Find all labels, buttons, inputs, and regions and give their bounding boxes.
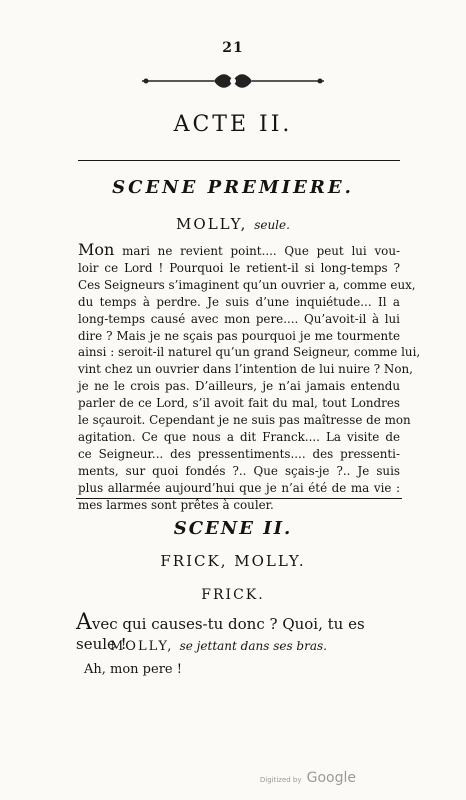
page-number: 21	[222, 40, 244, 56]
stage-direction: se jettant dans ses bras.	[179, 639, 327, 653]
text-line: dire ? Mais je ne sçais pas pourquoi je me tourmente	[78, 328, 400, 343]
digitization-watermark	[260, 767, 356, 786]
speaker-name: MOLLY,	[176, 215, 248, 233]
text-line: ainsi : seroit-il naturel qu’un grand Seigneur, comme lui,	[78, 345, 421, 360]
text-line: je ne le crois pas. D’ailleurs, je n’ai jamais entendu	[78, 379, 400, 394]
text-line: vint chez un ouvrier dans l’intention de lui nuire ? Non,	[78, 362, 413, 377]
text-line: agitation. Ce que nous a dit Franck.... La visite de	[78, 429, 400, 444]
text-line: ments, sur quoi fondés ?.. Que sçais-je ?.. Je suis	[78, 463, 400, 478]
speaker-label	[110, 639, 327, 654]
text-line: loir ce Lord ! Pourquoi le retient-il si long-temps ?	[78, 260, 400, 275]
scene-title: SCENE II.	[173, 518, 293, 539]
scene-title: SCENE PREMIERE.	[112, 177, 354, 198]
text-line: du temps à perdre. Je suis d’une inquiétude... Il a	[78, 294, 400, 309]
text-line: ce Seigneur... des pressentiments.... des pressenti-	[78, 446, 400, 461]
speaker-name: MOLLY,	[110, 639, 174, 654]
ornament-icon	[138, 70, 328, 92]
watermark-prefix: Digitized by	[259, 776, 302, 784]
speaker-name: FRICK.	[201, 587, 265, 603]
text-line: Mon mari ne revient point.... Que peut lui vou-	[78, 240, 400, 259]
text-line: le sçauroit. Cependant je ne suis pas maîtresse de mon	[78, 413, 411, 428]
divider-rule	[76, 498, 402, 499]
monologue-paragraph	[78, 240, 421, 514]
text-line: mes larmes sont prêtes à couler.	[78, 497, 274, 512]
dialogue-line: Ah, mon pere !	[84, 662, 182, 677]
text-line: plus allarmée aujourd’hui que je n’ai été de ma vie :	[78, 480, 400, 495]
text-line: long-temps causé avec mon pere.... Qu’avoit-il à lui	[78, 311, 400, 326]
stage-direction: seule.	[254, 218, 290, 232]
watermark-brand: Google	[306, 770, 356, 786]
divider-rule	[78, 160, 400, 161]
scene-characters: FRICK, MOLLY.	[160, 552, 306, 570]
dropcap: Mon	[78, 240, 115, 259]
dialogue-line: Avec qui causes-tu donc ? Quoi, tu es seule !	[76, 610, 365, 653]
act-title: ACTE II.	[173, 112, 293, 137]
text-line: parler de ce Lord, s’il avoit fait du mal, tout Londres	[78, 396, 400, 411]
text-line: Ces Seigneurs s’imaginent qu’un ouvrier a, comme eux,	[78, 277, 416, 292]
speaker-label	[0, 215, 466, 233]
dropcap: A	[76, 610, 92, 635]
